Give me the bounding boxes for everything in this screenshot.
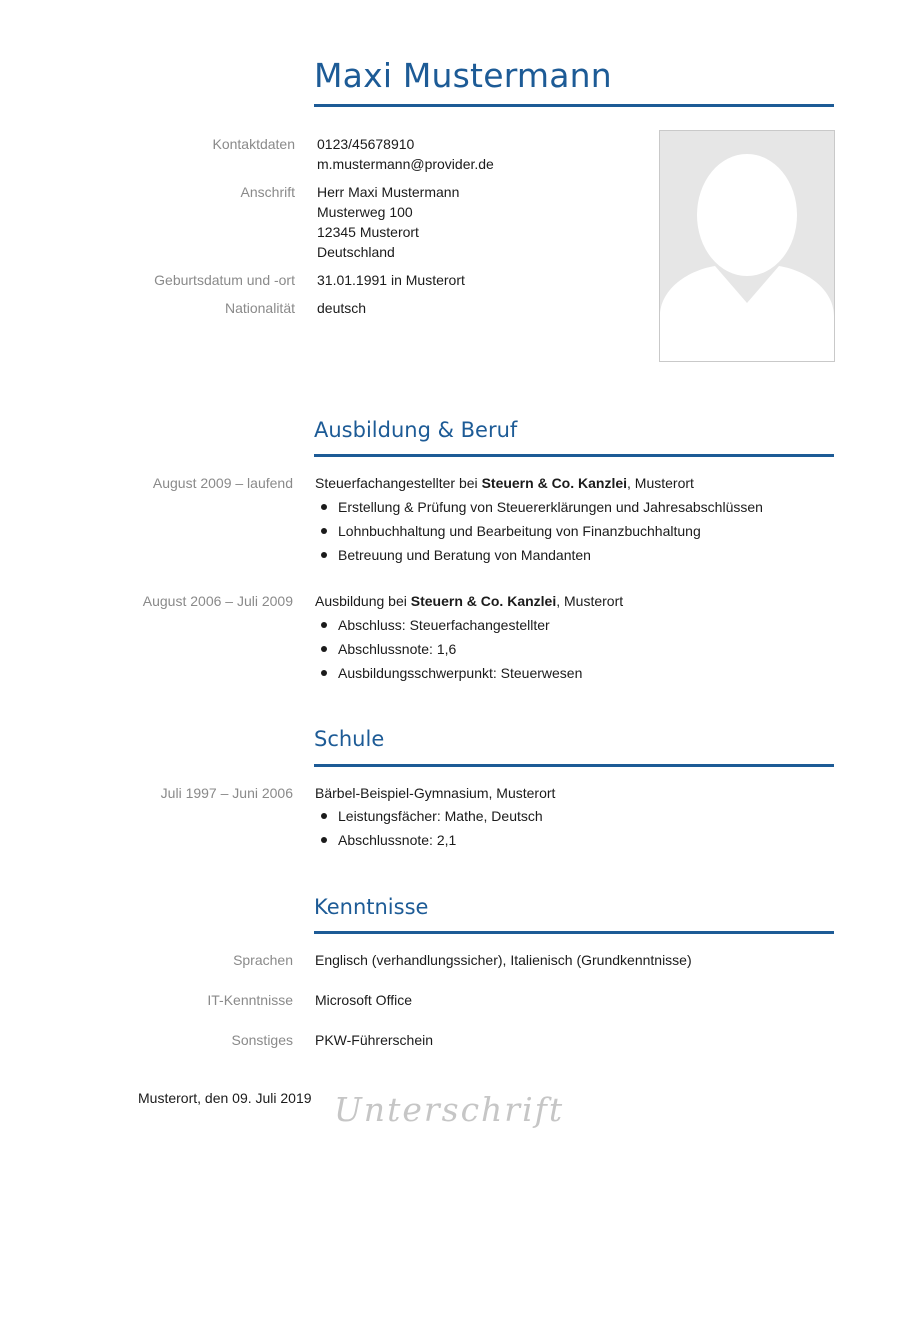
profile-photo-placeholder <box>659 130 835 362</box>
skill-value: Englisch (verhandlungssicher), Italienisch (Grundkenntnisse) <box>315 952 692 968</box>
address-line: 12345 Musterort <box>317 224 419 240</box>
phone-value: 0123/45678910 <box>317 136 415 152</box>
job-role: Steuerfachangestellter bei <box>315 475 482 491</box>
skill-label: IT-Kenntnisse <box>207 992 293 1008</box>
list-item: Erstellung & Prüfung von Steuererklärungen und Jahresabschlüssen <box>315 495 763 519</box>
school-name: Bärbel-Beispiel-Gymnasium, Musterort <box>315 785 556 801</box>
skill-label: Sonstiges <box>231 1032 293 1048</box>
section-title-skills: Kenntnisse <box>314 895 429 919</box>
nationality-label: Nationalität <box>224 300 295 316</box>
section-divider <box>314 931 834 934</box>
birth-label: Geburtsdatum und -ort <box>154 272 295 288</box>
list-item: Betreuung und Beratung von Mandanten <box>315 543 763 567</box>
job-location: , Musterort <box>556 593 624 609</box>
skill-label: Sprachen <box>233 952 293 968</box>
list-item: Abschlussnote: 1,6 <box>315 637 582 661</box>
address-line: Deutschland <box>317 244 395 260</box>
address-label: Anschrift <box>240 184 295 200</box>
section-divider <box>314 764 834 767</box>
skill-value: Microsoft Office <box>315 992 412 1008</box>
school-period: Juli 1997 – Juni 2006 <box>160 785 293 801</box>
nationality-value: deutsch <box>317 300 367 316</box>
page-title: Maxi Mustermann <box>314 56 612 95</box>
job-heading <box>315 591 623 611</box>
section-title-education-career: Ausbildung & Beruf <box>314 418 518 442</box>
person-silhouette-icon <box>660 131 834 361</box>
section-divider <box>314 454 834 457</box>
address-line: Musterweg 100 <box>317 204 413 220</box>
signature-placeholder: Unterschrift <box>334 1090 565 1129</box>
job-task-list <box>315 613 582 685</box>
contact-label: Kontaktdaten <box>212 136 295 152</box>
list-item: Lohnbuchhaltung und Bearbeitung von Finanzbuchhaltung <box>315 519 763 543</box>
job-period: August 2009 – laufend <box>152 475 293 491</box>
section-title-school: Schule <box>314 727 385 751</box>
place-date: Musterort, den 09. Juli 2019 <box>138 1090 312 1106</box>
address-line: Herr Maxi Mustermann <box>317 184 460 200</box>
list-item: Abschlussnote: 2,1 <box>315 828 543 852</box>
job-heading <box>315 473 694 493</box>
job-period: August 2006 – Juli 2009 <box>142 593 293 609</box>
job-task-list <box>315 495 763 567</box>
school-detail-list <box>315 804 543 852</box>
birth-value: 31.01.1991 in Musterort <box>317 272 465 288</box>
job-employer: Steuern & Co. Kanzlei <box>481 475 628 491</box>
skill-value: PKW-Führerschein <box>315 1032 434 1048</box>
job-location: , Musterort <box>627 475 694 491</box>
title-divider <box>314 104 834 107</box>
email-value: m.mustermann@provider.de <box>317 156 494 172</box>
list-item: Leistungsfächer: Mathe, Deutsch <box>315 804 543 828</box>
list-item: Ausbildungsschwerpunkt: Steuerwesen <box>315 661 582 685</box>
list-item: Abschluss: Steuerfachangestellter <box>315 613 582 637</box>
job-employer: Steuern & Co. Kanzlei <box>410 593 557 609</box>
job-role: Ausbildung bei <box>315 593 411 609</box>
